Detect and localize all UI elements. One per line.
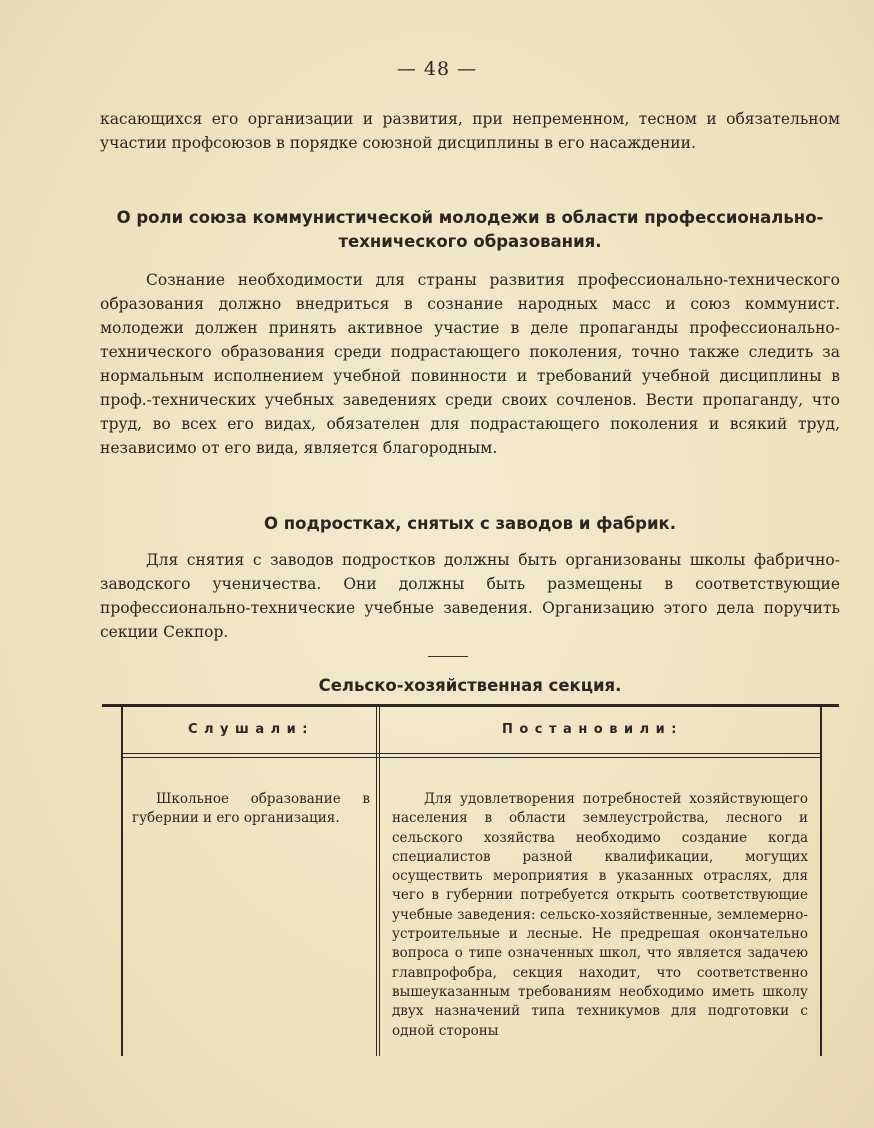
section-paragraph-komsomol: Сознание необходимости для страны развития профессионально-технического образования должно внедриться в сознание народных масс и союз коммунист. молодежи должен принять активное участие в деле пропаганды профессионально-технического образования среди подрастающего поколения, точно также следить за нормальным исполнением учебной повинности и требований учебной дисциплины в проф.-технических учебных заведениях среди своих сочленов. Вести пропаганду, что труд, во всех его видах, обязателен для подрастающего поколения и всякий труд, независимо от его вида, является благородным. [100,271,840,457]
table-cell-resolved: Для удовлетворения потребностей хозяйствующего населения в области землеустройства, лесного и сельского хозяйства необходимо создание когда специалистов разной квалификации, могущих осуществить мероприятия в указанных отраслях, для чего в губернии потребуется открыть соответствующие учебные заведения: сельско-хозяйственные, землемерно-устроительные и лесные. Не предрешая окончательно вопроса о типе означенных школ, что является задачею главпрофобра, секция находит, что соответственно вышеуказанным требованиям необходимо иметь школу двух назначений типа техникумов для подготовки с одной стороны [392,791,808,1039]
page-number: — 48 — [396,58,478,80]
table-column-divider-inner [379,707,380,1056]
section-heading-komsomol: О роли союза коммунистической молодежи в области профессионально-технического образования. [116,208,824,251]
table-column-divider [376,707,377,1056]
table-header-heard: Слушали: [188,722,314,737]
section-paragraph-teenagers: Для снятия с заводов подростков должны быть организованы школы фабрично-заводского ученичества. Они должны быть размещены в соответствующие профессионально-технические учебные заведения. Организацию этого дела поручить секции Секпор. [100,551,840,641]
table-header-rule-inner [121,757,821,758]
table-header-rule [121,753,821,754]
section-heading-teenagers: О подростках, снятых с заводов и фабрик. [263,514,676,533]
section-heading-agriculture: Сельско-хозяйственная секция. [318,676,622,695]
section-divider [428,656,468,657]
table-top-rule [102,704,839,707]
intro-paragraph: касающихся его организации и развития, при непременном, тесном и обязательном участии профсоюзов в порядке союзной дисциплины в его насаждении. [100,110,840,152]
table-cell-heard: Школьное образование в губернии и его организация. [132,791,370,827]
table-right-border [820,707,822,1056]
table-left-border [121,707,123,1056]
table-header-resolved: Постановили: [502,722,683,737]
